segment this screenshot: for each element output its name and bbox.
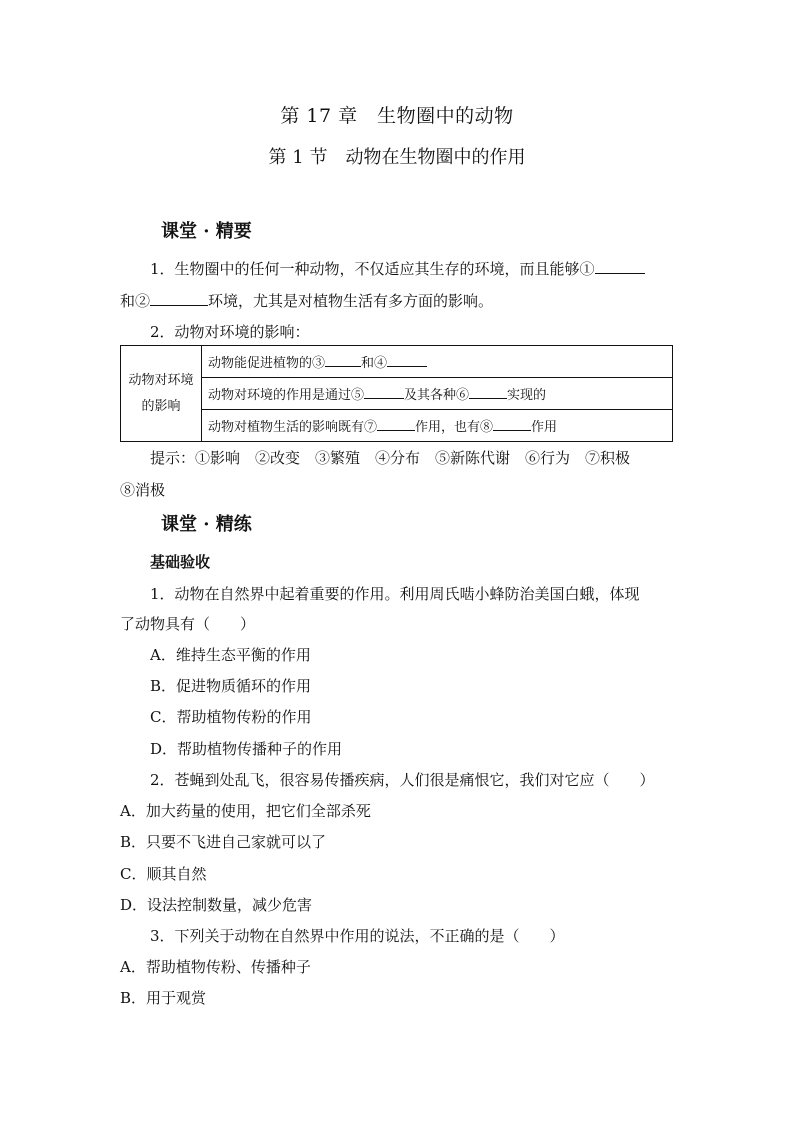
chapter-title: 第 17 章 生物圈中的动物 (280, 105, 514, 127)
hint-line-2: ⑧消极 (120, 481, 166, 499)
q2-option-c: C．顺其自然 (120, 865, 207, 883)
q2-option-b: B．只要不飞进自己家就可以了 (120, 833, 327, 851)
item1-text-1: 1．生物圈中的任何一种动物，不仅适应其生存的环境，而且能够① (150, 260, 595, 278)
question-3: 3．下列关于动物在自然界中作用的说法，不正确的是（ ） (150, 927, 565, 945)
impact-table (120, 345, 673, 442)
table-cell-row2 (202, 378, 673, 410)
blank-6 (469, 386, 507, 399)
blank-2 (150, 290, 208, 306)
table-cell-row3 (202, 410, 673, 442)
blank-8 (493, 418, 531, 431)
q1-option-b: B．促进物质循环的作用 (150, 677, 312, 695)
essentials-item1-line1 (150, 258, 645, 279)
q1-option-c: C．帮助植物传粉的作用 (150, 708, 312, 726)
practice-heading: 课堂 · 精练 (161, 514, 252, 535)
practice-subheading: 基础验收 (150, 553, 211, 571)
row2-text-a: 动物对环境的作用是通过⑤ (208, 388, 365, 403)
essentials-item1-line2 (120, 290, 493, 311)
question-1-line2: 了动物具有（ ） (120, 615, 256, 633)
table-cell-row1 (202, 346, 673, 378)
q2-option-a: A．加大药量的使用，把它们全部杀死 (120, 802, 371, 820)
item1-text-2b: 环境，尤其是对植物生活有多方面的影响。 (208, 292, 494, 310)
row3-text-b: 作用，也有⑧ (415, 420, 494, 435)
table-row (121, 378, 673, 410)
q1-option-d: D．帮助植物传播种子的作用 (150, 740, 343, 758)
blank-5 (364, 386, 404, 399)
item1-text-2a: 和② (120, 292, 151, 310)
blank-4 (387, 354, 427, 367)
q3-option-a: A．帮助植物传粉、传播种子 (120, 958, 311, 976)
blank-3 (325, 354, 361, 367)
table-row (121, 346, 673, 378)
question-1-line1: 1．动物在自然界中起着重要的作用。利用周氏啮小蜂防治美国白蛾，体现 (150, 585, 640, 603)
essentials-heading: 课堂 · 精要 (161, 221, 252, 242)
blank-1 (595, 258, 645, 274)
q1-option-a: A．维持生态平衡的作用 (150, 646, 311, 664)
row3-text-c: 作用 (531, 420, 558, 435)
row3-text-a: 动物对植物生活的影响既有⑦ (208, 420, 378, 435)
row2-text-c: 实现的 (507, 388, 547, 403)
blank-7 (377, 418, 415, 431)
row2-text-b: 及其各种⑥ (404, 388, 470, 403)
row1-text-b: 和④ (361, 356, 388, 371)
q3-option-b: B．用于观赏 (120, 989, 207, 1007)
section-title: 第 1 节 动物在生物圈中的作用 (268, 147, 526, 168)
q2-option-d: D．设法控制数量，减少危害 (120, 896, 313, 914)
table-row (121, 410, 673, 442)
essentials-item2: 2．动物对环境的影响： (150, 323, 310, 341)
hint-line-1: 提示：①影响 ②改变 ③繁殖 ④分布 ⑤新陈代谢 ⑥行为 ⑦积极 (150, 449, 631, 467)
question-2: 2．苍蝇到处乱飞，很容易传播疾病，人们很是痛恨它，我们对它应（ ） (150, 771, 655, 789)
row1-text-a: 动物能促进植物的③ (208, 356, 326, 371)
table-left-label: 动物对环境的影响 (121, 346, 202, 442)
